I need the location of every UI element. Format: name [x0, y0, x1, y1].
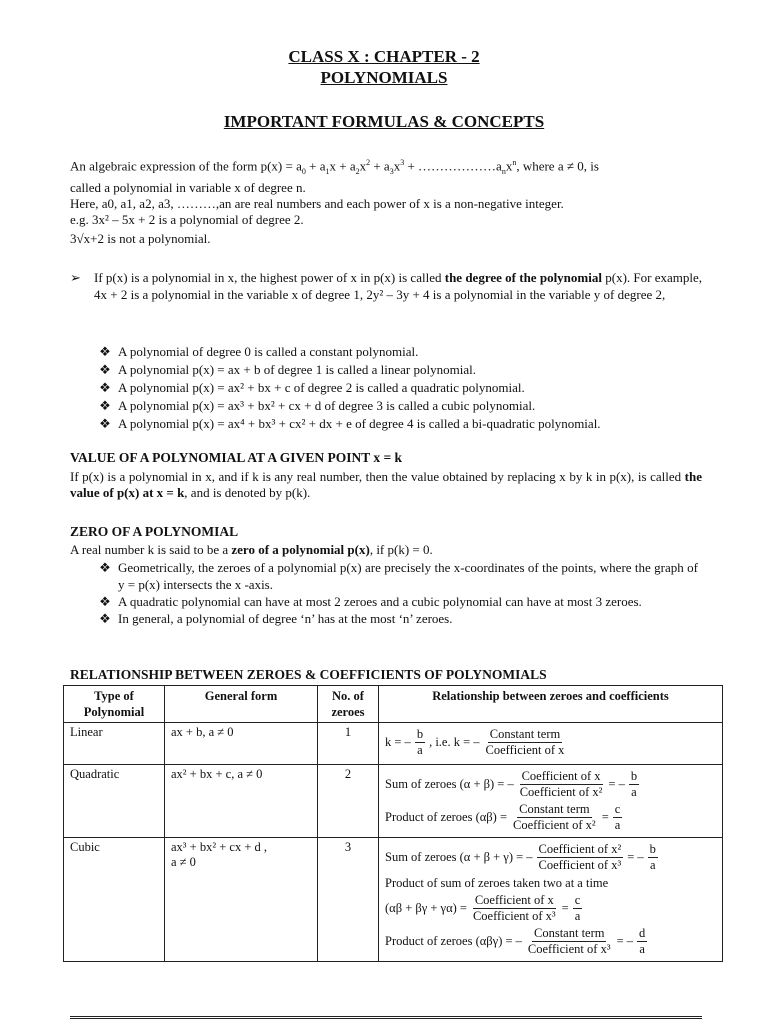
diamond-bullet-icon: ❖: [99, 362, 111, 377]
chapter-name: POLYNOMIALS: [320, 68, 448, 87]
degree-note: ➢ If p(x) is a polynomial in x, the highest power of x in p(x) is called the degree of the polynomial p(x). For example, 4x + 2 is a polynomial in the variable x of degree 1, 2y² – 3y + 4 is a polynomial in the variable y of degree 2,: [70, 270, 703, 302]
diamond-bullet-icon: ❖: [99, 398, 111, 413]
arrow-bullet-icon: ➢: [70, 270, 81, 285]
list-item: ❖ A polynomial p(x) = ax + b of degree 1 is called a linear polynomial.: [99, 362, 476, 377]
linear-relation: k = – $\frac{b}{a}$ , i.e. k = – $\frac{\text{Constant term}}{\text{Coefficient of x}}$: [379, 723, 723, 765]
cubic-relation: Sum of zeroes (α + β + γ) = – $\frac{\text{Coefficient of x²}}{\text{Coefficient of x³}}$ = – $\frac{b}{a}$ Product of sum of zeroes taken two at a time (αβ + βγ + γα) = $\frac{\text{Coefficient of x}}{\text{Coefficient of x³}}$ = $\frac{c}{a}$ Product of zeroes (αβγ) = – $\frac{\text{Constant term}}{\text{Coefficient of x³}}$ = – $\frac{d}{a}$: [379, 838, 723, 962]
quadratic-zeroes: 2: [318, 765, 379, 838]
list-item: ❖ Geometrically, the zeroes of a polynomial p(x) are precisely the x-coordinates of the points, where the graph of y = p(x) intersects the x -axis.: [99, 560, 698, 592]
zero-definition: A real number k is said to be a zero of a polynomial p(x), if p(k) = 0.: [70, 542, 433, 557]
zero-heading: ZERO OF A POLYNOMIAL: [70, 524, 239, 539]
relationship-heading: RELATIONSHIP BETWEEN ZEROES & COEFFICIENTS OF POLYNOMIALS: [70, 667, 547, 682]
value-text: If p(x) is a polynomial in x, and if k is any real number, then the value obtained by replacing x by k in p(x), is called the value of p(x) at x = k, and is denoted by p(k).: [70, 469, 702, 500]
cubic-type: Cubic: [64, 838, 165, 962]
polynomial-types-list: [98, 343, 698, 433]
linear-zeroes: 1: [318, 723, 379, 765]
quadratic-type: Quadratic: [64, 765, 165, 838]
diamond-bullet-icon: ❖: [99, 416, 111, 431]
table-row: [64, 838, 723, 962]
list-item: ❖ A polynomial of degree 0 is called a constant polynomial.: [99, 344, 419, 359]
col-type: Type of Polynomial: [64, 686, 165, 723]
list-item: ❖ A polynomial p(x) = ax³ + bx² + cx + d of degree 3 is called a cubic polynomial.: [99, 398, 536, 413]
table-header-row: [64, 686, 723, 723]
relationship-table: [63, 685, 723, 962]
intro-line-3: Here, a0, a1, a2, a3, ………,an are real numbers and each power of x is a non-negative integer.: [70, 195, 564, 211]
list-item: ❖ A polynomial p(x) = ax² + bx + c of degree 2 is called a quadratic polynomial.: [99, 380, 525, 395]
table-row: [64, 723, 723, 765]
diamond-bullet-icon: ❖: [99, 380, 111, 395]
bottom-divider: [70, 1016, 702, 1019]
diamond-bullet-icon: ❖: [99, 560, 111, 575]
table-row: [64, 765, 723, 838]
subtitle-block: [0, 112, 768, 132]
col-zeroes: No. of zeroes: [318, 686, 379, 723]
quadratic-relation: Sum of zeroes (α + β) = – $\frac{\text{Coefficient of x}}{\text{Coefficient of x²}}$ = – $\frac{b}{a}$ Product of zeroes (αβ) = $\frac{\text{Constant term}}{\text{Coefficient of x²}}$ = $\frac{c}{a}$: [379, 765, 723, 838]
list-item: ❖ In general, a polynomial of degree ‘n’ has at the most ‘n’ zeroes.: [99, 611, 453, 626]
intro-line-5: 3√x+2 is not a polynomial.: [70, 230, 211, 246]
list-item: ❖ A polynomial p(x) = ax⁴ + bx³ + cx² + dx + e of degree 4 is called a bi-quadratic polynomial.: [99, 416, 601, 431]
col-form: General form: [165, 686, 318, 723]
intro-line-4: e.g. 3x² – 5x + 2 is a polynomial of degree 2.: [70, 211, 304, 227]
intro-definition: An algebraic expression of the form $p(x) = a_0 + a_1x + a_2x^2 + a_3x^3$ + $\dots\dots\dots\dots\dots\dots a_nx^n$, where a ≠ 0, is called a polynomial in variable x of degree n. Here, a0, a1, a2, a3, ………,an are real numbers and each power of x is a non-negative integer. e.g. 3x² – 5x + 2 is a polynomial of degree 2. 3√x+2 is not a polynomial.: [70, 155, 702, 247]
list-item: ❖ A quadratic polynomial can have at most 2 zeroes and a cubic polynomial can have at most 3 zeroes.: [99, 594, 642, 609]
chapter-title: CLASS X : CHAPTER - 2: [288, 47, 480, 66]
linear-form: ax + b, a ≠ 0: [165, 723, 318, 765]
title-block: [0, 46, 768, 88]
intro-line-2: called a polynomial in variable x of degree n.: [70, 179, 306, 195]
diamond-bullet-icon: ❖: [99, 611, 111, 626]
diamond-bullet-icon: ❖: [99, 344, 111, 359]
cubic-form: ax³ + bx² + cx + d , a ≠ 0: [165, 838, 318, 962]
diamond-bullet-icon: ❖: [99, 594, 111, 609]
value-heading: VALUE OF A POLYNOMIAL AT A GIVEN POINT x = k: [70, 450, 403, 465]
quadratic-form: ax² + bx + c, a ≠ 0: [165, 765, 318, 838]
cubic-zeroes: 3: [318, 838, 379, 962]
page-subtitle: IMPORTANT FORMULAS & CONCEPTS: [223, 112, 545, 131]
zero-points-list: [98, 559, 698, 627]
col-relationship: Relationship between zeroes and coefficients: [379, 686, 723, 723]
linear-type: Linear: [64, 723, 165, 765]
